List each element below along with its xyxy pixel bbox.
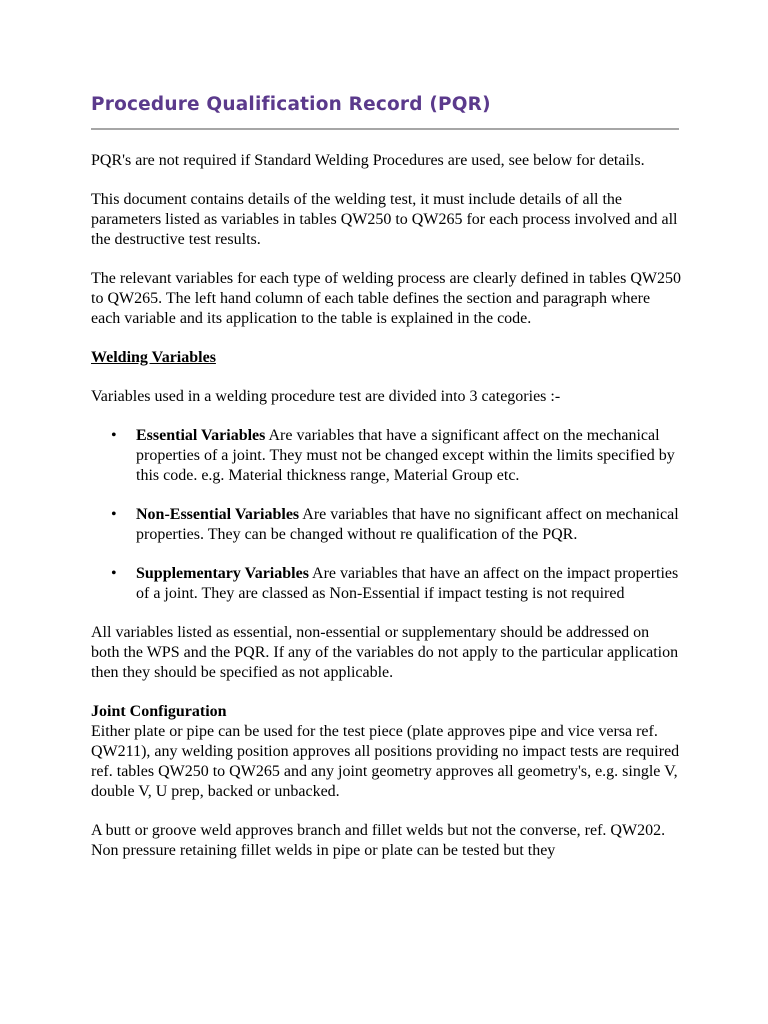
- variables-list: [91, 426, 681, 604]
- intro-paragraph-2: This document contains details of the welding test, it must include details of all the parameters listed as variables in tables QW250 to QW265 for each process involved and all the destructive test results.: [91, 191, 678, 248]
- list-item-non-essential-variables: [111, 505, 681, 545]
- list-item-supplementary-variables: [111, 564, 681, 604]
- bullet-icon: •: [111, 565, 117, 582]
- joint-configuration-paragraph-2: A butt or groove weld approves branch and fillet welds but not the converse, ref. QW202. Non pressure retaining fillet welds in pipe or plate can be tested but they: [91, 822, 666, 859]
- term-non-essential-variables: Non-Essential Variables: [136, 506, 300, 523]
- joint-configuration-section: [91, 702, 681, 802]
- term-supplementary-variables: Supplementary Variables: [136, 565, 309, 582]
- document-body: [91, 151, 681, 880]
- definition-supplementary-variables: Are variables that have an affect on the impact properties of a joint. They are classed as Non-Essential if impact testing is not required: [136, 565, 679, 602]
- welding-variables-heading-text: Welding Variables: [91, 349, 216, 366]
- list-item-essential-variables: [111, 426, 681, 486]
- intro-paragraph-1: PQR's are not required if Standard Welding Procedures are used, see below for details.: [91, 152, 645, 169]
- bullet-icon: •: [111, 506, 117, 523]
- title-divider: [91, 128, 679, 130]
- definition-essential-variables: Are variables that have a significant affect on the mechanical properties of a joint. They must not be changed except within the limits specified by this code. e.g. Material thickness range, Material Group etc.: [136, 427, 675, 484]
- joint-configuration-paragraph-1: Either plate or pipe can be used for the test piece (plate approves pipe and vice versa ref. QW211), any welding position approves all positions providing no impact tests are required ref. tables QW250 to QW265 and any joint geometry approves all geometry's, e.g. single V, double V, U prep, backed or unbacked.: [91, 723, 680, 800]
- bullet-icon: •: [111, 427, 117, 444]
- intro-paragraph-3: The relevant variables for each type of welding process are clearly defined in tables QW250 to QW265. The left hand column of each table defines the section and paragraph where each variable and its application to the table is explained in the code.: [91, 270, 681, 327]
- page-title: Procedure Qualification Record (PQR): [91, 94, 491, 115]
- joint-configuration-heading: Joint Configuration: [91, 703, 227, 720]
- definition-non-essential-variables: Are variables that have no significant affect on mechanical properties. They can be changed without re qualification of the PQR.: [136, 506, 679, 543]
- welding-variables-intro: Variables used in a welding procedure test are divided into 3 categories :-: [91, 388, 561, 405]
- welding-variables-heading: [91, 348, 681, 368]
- term-essential-variables: Essential Variables: [136, 427, 266, 444]
- variables-closing-paragraph: All variables listed as essential, non-essential or supplementary should be addressed on both the WPS and the PQR. If any of the variables do not apply to the particular application then they should be specified as not applicable.: [91, 624, 679, 681]
